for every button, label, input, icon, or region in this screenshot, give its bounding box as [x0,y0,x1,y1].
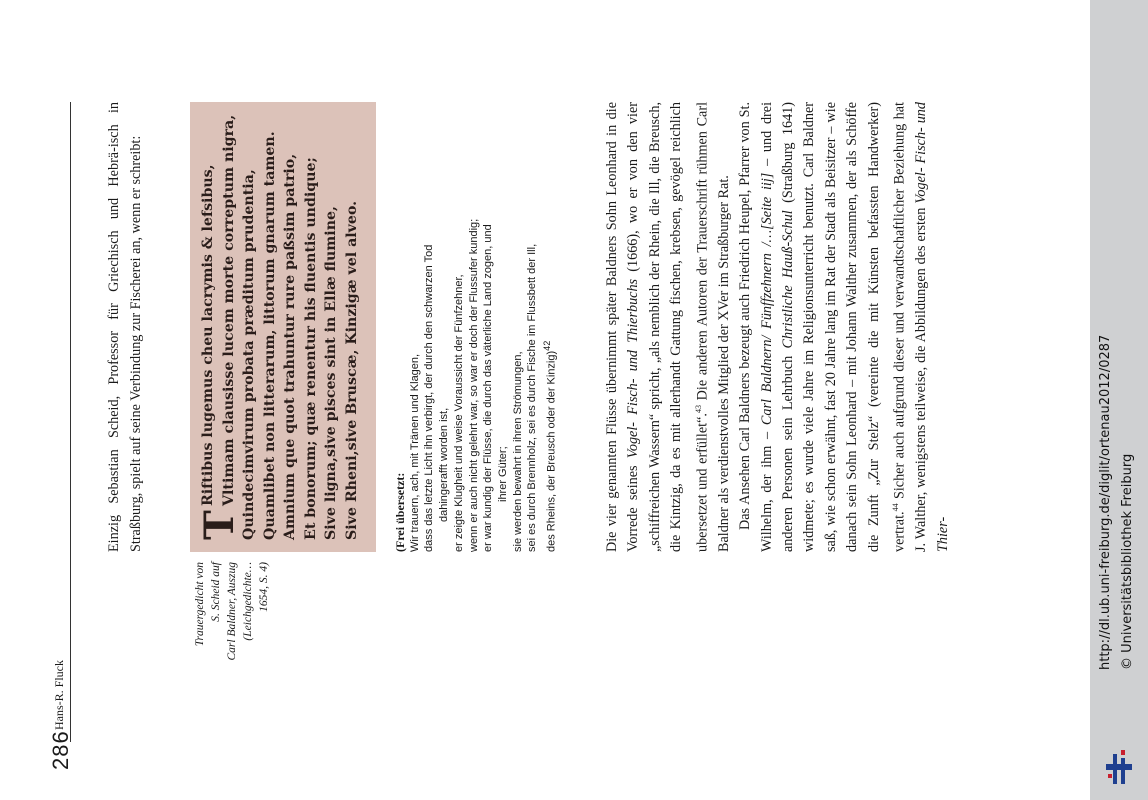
text-run: Das Ansehen Carl Baldners bezeugt auch Friedrich Heupel, Pfarrer von St. Wilhelm, der ihm – [737,102,775,552]
translation-line [540,92,559,552]
translation-line: sie werden bewahrt in ihren Strömungen, [511,351,524,552]
poem-line: Sive ligna,sive pisces sint in Ellæ flumine, [323,206,339,540]
body-text [602,102,954,552]
margin-caption [192,562,272,712]
text-run: Die vier genannten Flüsse übernimmt später Baldners Sohn Leonhard in die Vorrede seines [604,102,642,552]
copyright-notice: © Universitätsbibliothek Freiburg [1120,453,1135,670]
caption-line: 1654, S. 4) [258,562,270,612]
translation-line-text: des Rheins, der Breusch oder der Kinzig) [545,350,558,552]
header-rule [70,102,71,742]
book-title: Vogel- Fisch- und Thier- [913,102,951,552]
footnote-ref: 44 [891,503,901,512]
text-run: (Straßburg 1641) widmete; es wurde viele Jahre im Religionsunterricht benutzt. Carl Baldner saß, wie schon erwähnt, fast 20 Jahre lang im Rat der Stadt als Beisitzer – wie danach sein Sohn Leonhard – mit Johann Walther zusammen, der als Schöffe die Zunft „Zur Stelz“ (vereinte die mit Künsten befassten Handwerker) vertrat. [779,102,908,552]
poem-initial: T [196,510,243,540]
caption-line: S. Scheid auf [210,562,222,622]
book-title: Christliche Hauß-Schul [779,210,796,349]
quote-italic: Carl Baldnern/ Fünffzehnern /…[Seite iij] [758,172,775,426]
caption-line: Trauergedicht von [194,562,206,647]
poem-line: Vltimam clausisse lucem morte correptum nigra, [220,114,237,506]
poem-line: Sive Rheni,sive Bruscæ, Kinzigæ vel alveo. [343,200,360,540]
text-run: – und drei anderen Personen sein Lehrbuch [758,101,796,552]
translation-line: ihrer Güter; [496,446,509,502]
caption-line: Carl Baldner, Auszug [226,562,238,661]
book-title: Vogel- Fisch- und Thierbuchs [625,278,642,459]
page-number: 286 [48,730,73,770]
poem-line: Riftibus lugemus cheu lacrymis & lefsibus, [200,164,216,506]
translation-line: Wir trauern, ach, mit Tränen und Klagen, [408,353,421,552]
permalink-url[interactable]: http://dl.ub.uni-freiburg.de/diglit/ortenau2012/0287 [1098,334,1113,670]
translation-line: dahingerafft worden ist, [438,407,451,522]
caption-line: (Leichgedichte… [242,562,254,641]
poem-line: Quamlibet non litterarum, littorum gnarum tamen. [261,131,278,540]
sidebar-rotated [1090,0,1148,800]
footnote-ref: 43 [693,405,703,414]
poem-line: Quindecimvirum probata præditum prudentia, [241,169,257,540]
translation-line: er zeigte Klugheit und weise Voraussicht der Fünfzehner, [452,274,465,552]
translation-block [393,92,559,552]
text-run: Die anderen Autoren der Trauerschrift rühmen Carl Baldner als verdienstvolles Mitglied der XVer im Straßburger Rat. [694,101,732,552]
translation-line: sei es durch Brennholz, sei es durch Fische im Flussbett der Ill, [526,243,539,552]
running-header-author: Hans-R. Fluck [52,660,66,730]
text-run: Sicher auch aufgrund dieser und verwandtschaftlicher Beziehung hat J. Walther, wenigstens teilweise, die Abbildungen des ersten [891,102,930,552]
paragraph [735,102,954,552]
translation-title: (Frei übersetzt: [393,472,407,552]
library-sidebar [1090,0,1148,800]
latin-poem-scan [190,102,376,552]
translation-line: wenn er auch nicht gelehrt war, so war er doch der Flussufer kundig; [467,218,480,552]
footnote-ref: 42 [542,340,553,351]
translation-line: er war kundig der Flüsse, die durch das väterliche Land zogen, und [482,224,495,552]
text-run: (1666), wo er von den vier „schiffreichen Wassern“ spricht, „als nemblich der Rhein, die Ill, die Breusch, die Kintzig, da es mit allerhandt Gattung fischen, krebsen, gevögel reichlich ubersetzet und erfüllet“. [625,102,711,552]
intro-paragraph: Einzig Sebastian Scheid, Professor für Griechisch und Hebrä-isch in Straßburg, spielt auf seine Verbindung zur Fischerei an, wenn er schreibt: [106,102,144,552]
paragraph [602,102,735,552]
poem-line: Et bonorum; quæ renentur his fluentis undique; [302,157,319,540]
translation-line: dass das letzte Licht ihn verbirgt, der durch den schwarzen Tod [423,244,436,552]
poem-line: Amnium que quot trahuntur rure paßsim patrio, [282,153,298,540]
library-logo-icon [1104,748,1134,788]
